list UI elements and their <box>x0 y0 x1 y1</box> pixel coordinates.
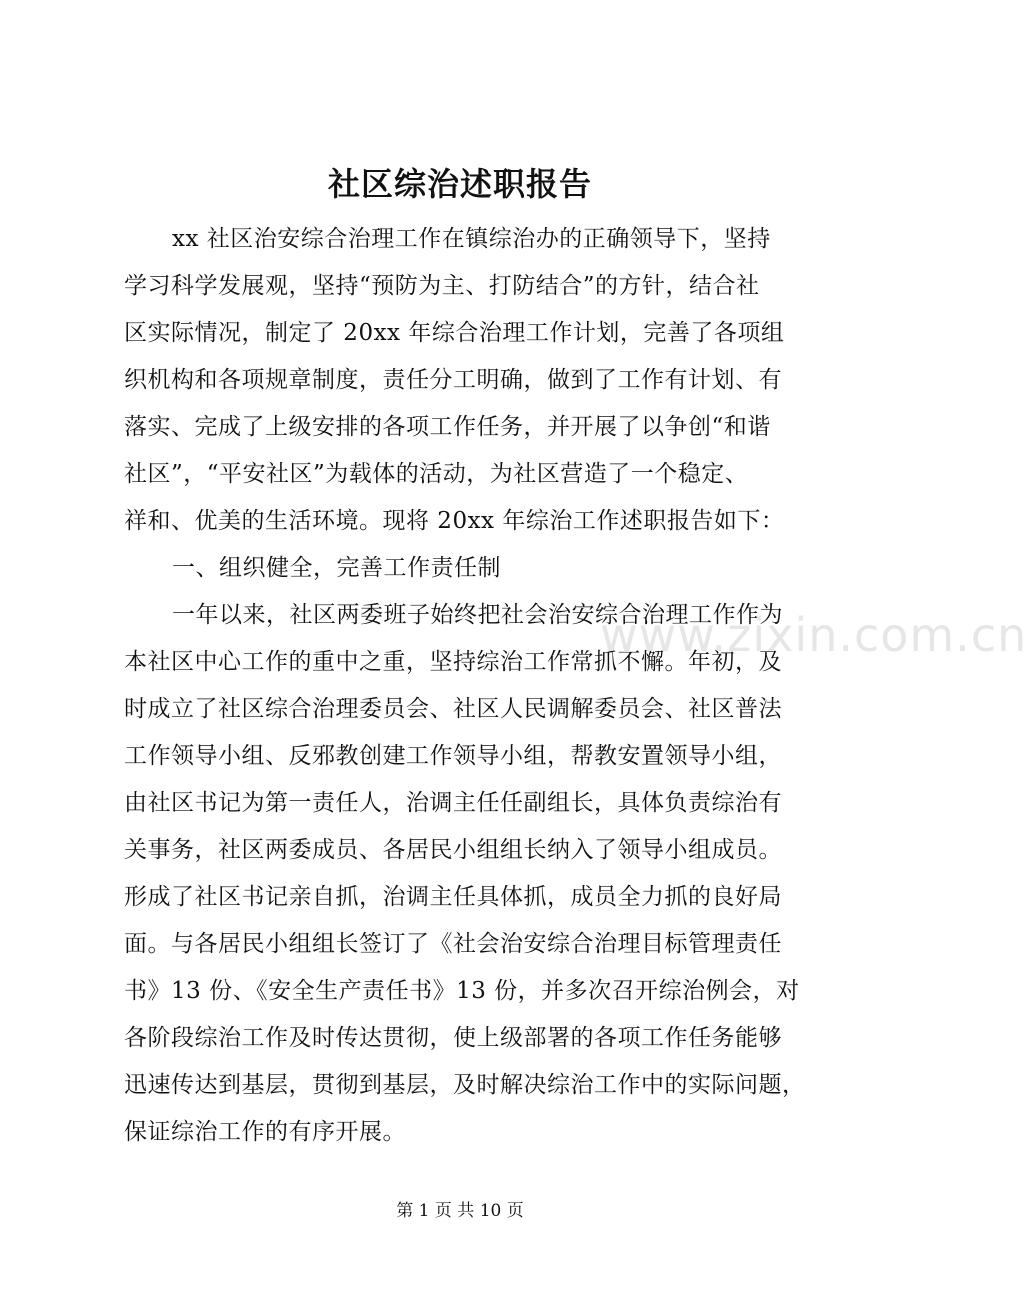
watermark: www.zixin.com.cn <box>600 608 1027 662</box>
paragraph-line: 各阶段综治工作及时传达贯彻，使上级部署的各项工作任务能够 <box>124 1025 782 1051</box>
paragraph-line: 时成立了社区综合治理委员会、社区人民调解委员会、社区普法 <box>124 696 782 722</box>
paragraph-line: xx 社区治安综合治理工作在镇综治办的正确领导下，坚持 <box>172 226 771 252</box>
paragraph-line: 祥和、优美的生活环境。现将 20xx 年综治工作述职报告如下： <box>124 508 785 534</box>
section-heading: 一、组织健全，完善工作责任制 <box>172 555 501 581</box>
document-title: 社区综治述职报告 <box>327 165 592 203</box>
paragraph-line: 关事务，社区两委成员、各居民小组组长纳入了领导小组成员。 <box>124 837 782 863</box>
paragraph-line: 学习科学发展观，坚持“预防为主、打防结合”的方针，结合社 <box>124 273 760 299</box>
paragraph-line: 面。与各居民小组组长签订了《社会治安综合治理目标管理责任 <box>124 931 782 957</box>
page-footer: 第 1 页 共 10 页 <box>396 1201 524 1221</box>
paragraph-line: 织机构和各项规章制度，责任分工明确，做到了工作有计划、有 <box>124 367 782 393</box>
paragraph-line: 区实际情况，制定了 20xx 年综合治理工作计划，完善了各项组 <box>124 320 785 346</box>
paragraph-line: 形成了社区书记亲自抓，治调主任具体抓，成员全力抓的良好局 <box>124 884 782 910</box>
paragraph-line: 迅速传达到基层，贯彻到基层，及时解决综治工作中的实际问题， <box>124 1072 806 1098</box>
paragraph-line: 社区”，“平安社区”为载体的活动，为社区营造了一个稳定、 <box>124 461 749 487</box>
paragraph-line: 工作领导小组、反邪教创建工作领导小组，帮教安置领导小组， <box>124 743 782 769</box>
paragraph-line: 一年以来，社区两委班子始终把社会治安综合治理工作作为 <box>172 602 783 628</box>
paragraph-line: 书》13 份、《安全生产责任书》13 份，并多次召开综治例会，对 <box>124 978 800 1004</box>
paragraph-line: 本社区中心工作的重中之重，坚持综治工作常抓不懈。年初，及 <box>124 649 782 675</box>
paragraph-line: 保证综治工作的有序开展。 <box>124 1119 406 1145</box>
paragraph-line: 落实、完成了上级安排的各项工作任务，并开展了以争创“和谐 <box>124 414 771 440</box>
document-body <box>124 216 824 1156</box>
paragraph-line: 由社区书记为第一责任人，治调主任任副组长，具体负责综治有 <box>124 790 782 816</box>
